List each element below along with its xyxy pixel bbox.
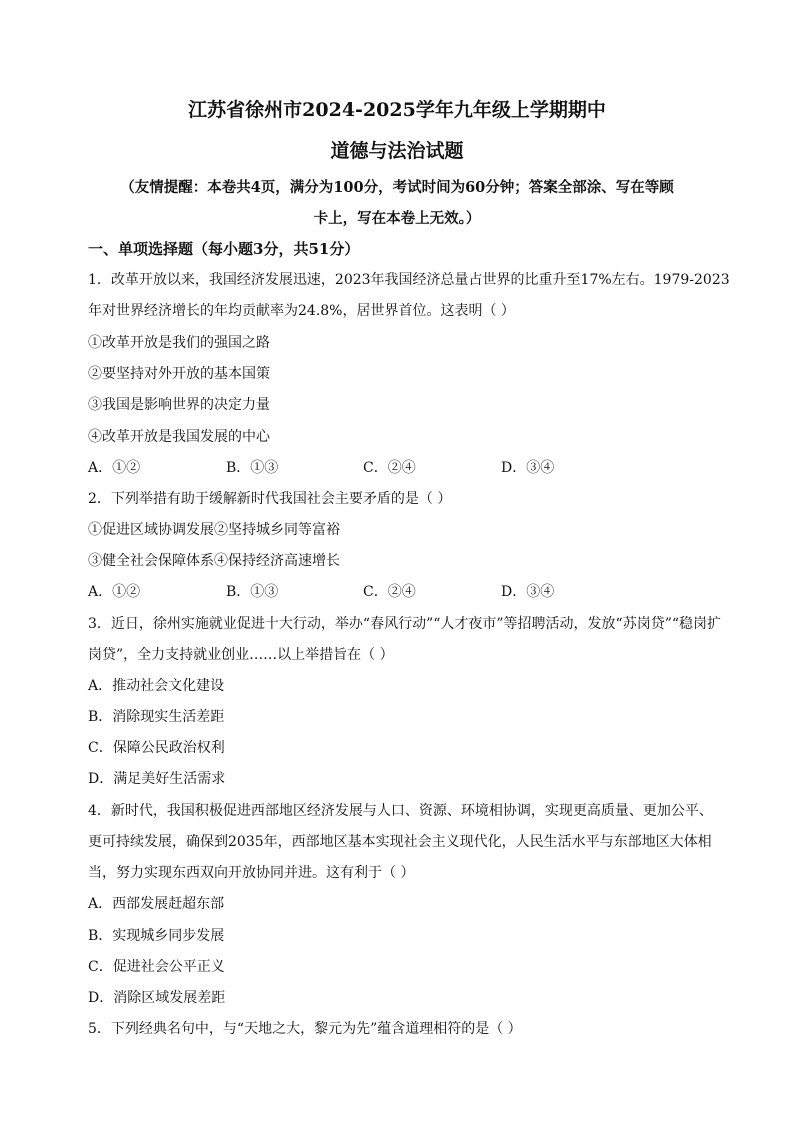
q4-option-c: C．促进社会公平正义	[88, 959, 225, 975]
q4-stem-line-1: 4．新时代，我国积极促进西部地区经济发展与人口、资源、环境相协调，实现更高质量、更加公平、	[88, 803, 713, 819]
q1-stem-line-1: 1．改革开放以来，我国经济发展迅速，2023年我国经济总量占世界的比重升至17%左右。1979-2023	[88, 272, 730, 288]
q4-stem-line-2: 更可持续发展，确保到2035年，西部地区基本实现社会主义现代化，人民生活水平与东部地区大体相	[88, 834, 712, 850]
exam-note-line-2: 卡上，写在本卷上无效。）	[313, 210, 481, 227]
section-heading: 一、单项选择题（每小题3分，共51分）	[88, 240, 360, 258]
q3-option-a: A．推动社会文化建设	[88, 678, 225, 694]
q1-item-3: ③我国是影响世界的决定力量	[88, 397, 270, 413]
q2-option-c: C．②④	[363, 584, 416, 600]
q3-option-b: B．消除现实生活差距	[88, 709, 225, 725]
exam-subtitle: 道德与法治试题	[330, 140, 464, 162]
q4-option-b: B．实现城乡同步发展	[88, 928, 225, 944]
q2-item-1: ①促进区域协调发展②坚持城乡同等富裕	[88, 522, 340, 538]
q5-stem-line-1: 5．下列经典名句中，与“天地之大，黎元为先”蕴含道理相符的是（ ）	[88, 1021, 522, 1037]
q1-option-b: B．①③	[226, 460, 279, 476]
q1-item-4: ④改革开放是我国发展的中心	[88, 429, 270, 445]
q1-item-1: ①改革开放是我们的强国之路	[88, 335, 270, 351]
q4-stem-line-3: 当，努力实现东西双向开放协同并进。这有利于（ ）	[88, 865, 415, 881]
q1-stem-line-2: 年对世界经济增长的年均贡献率为24.8%，居世界首位。这表明（ ）	[88, 303, 515, 319]
q3-option-c: C．保障公民政治权利	[88, 740, 225, 756]
q1-option-a: A．①②	[88, 460, 141, 476]
q3-stem-line-2: 岗贷”，全力支持就业创业……以上举措旨在（ ）	[88, 647, 394, 663]
q4-option-d: D．消除区域发展差距	[88, 990, 226, 1006]
q1-item-2: ②要坚持对外开放的基本国策	[88, 366, 270, 382]
exam-note-line-1: （友情提醒：本卷共4页，满分为100分，考试时间为60分钟；答案全部涂、写在等顾	[120, 179, 674, 196]
q2-option-d: D．③④	[501, 584, 555, 600]
q3-stem-line-1: 3．近日，徐州实施就业促进十大行动，举办“春风行动”“人才夜市”等招聘活动，发放“苏岗贷”“稳岗扩	[88, 616, 722, 632]
q2-option-a: A．①②	[88, 584, 141, 600]
q1-option-c: C．②④	[363, 460, 416, 476]
q3-option-d: D．满足美好生活需求	[88, 771, 226, 787]
exam-title: 江苏省徐州市2024-2025学年九年级上学期期中	[188, 99, 606, 121]
q4-option-a: A．西部发展赶超东部	[88, 896, 225, 912]
q2-item-2: ③健全社会保障体系④保持经济高速增长	[88, 553, 340, 569]
q1-option-d: D．③④	[501, 460, 555, 476]
q2-stem-line-1: 2．下列举措有助于缓解新时代我国社会主要矛盾的是（ ）	[88, 491, 452, 507]
q2-option-b: B．①③	[226, 584, 279, 600]
